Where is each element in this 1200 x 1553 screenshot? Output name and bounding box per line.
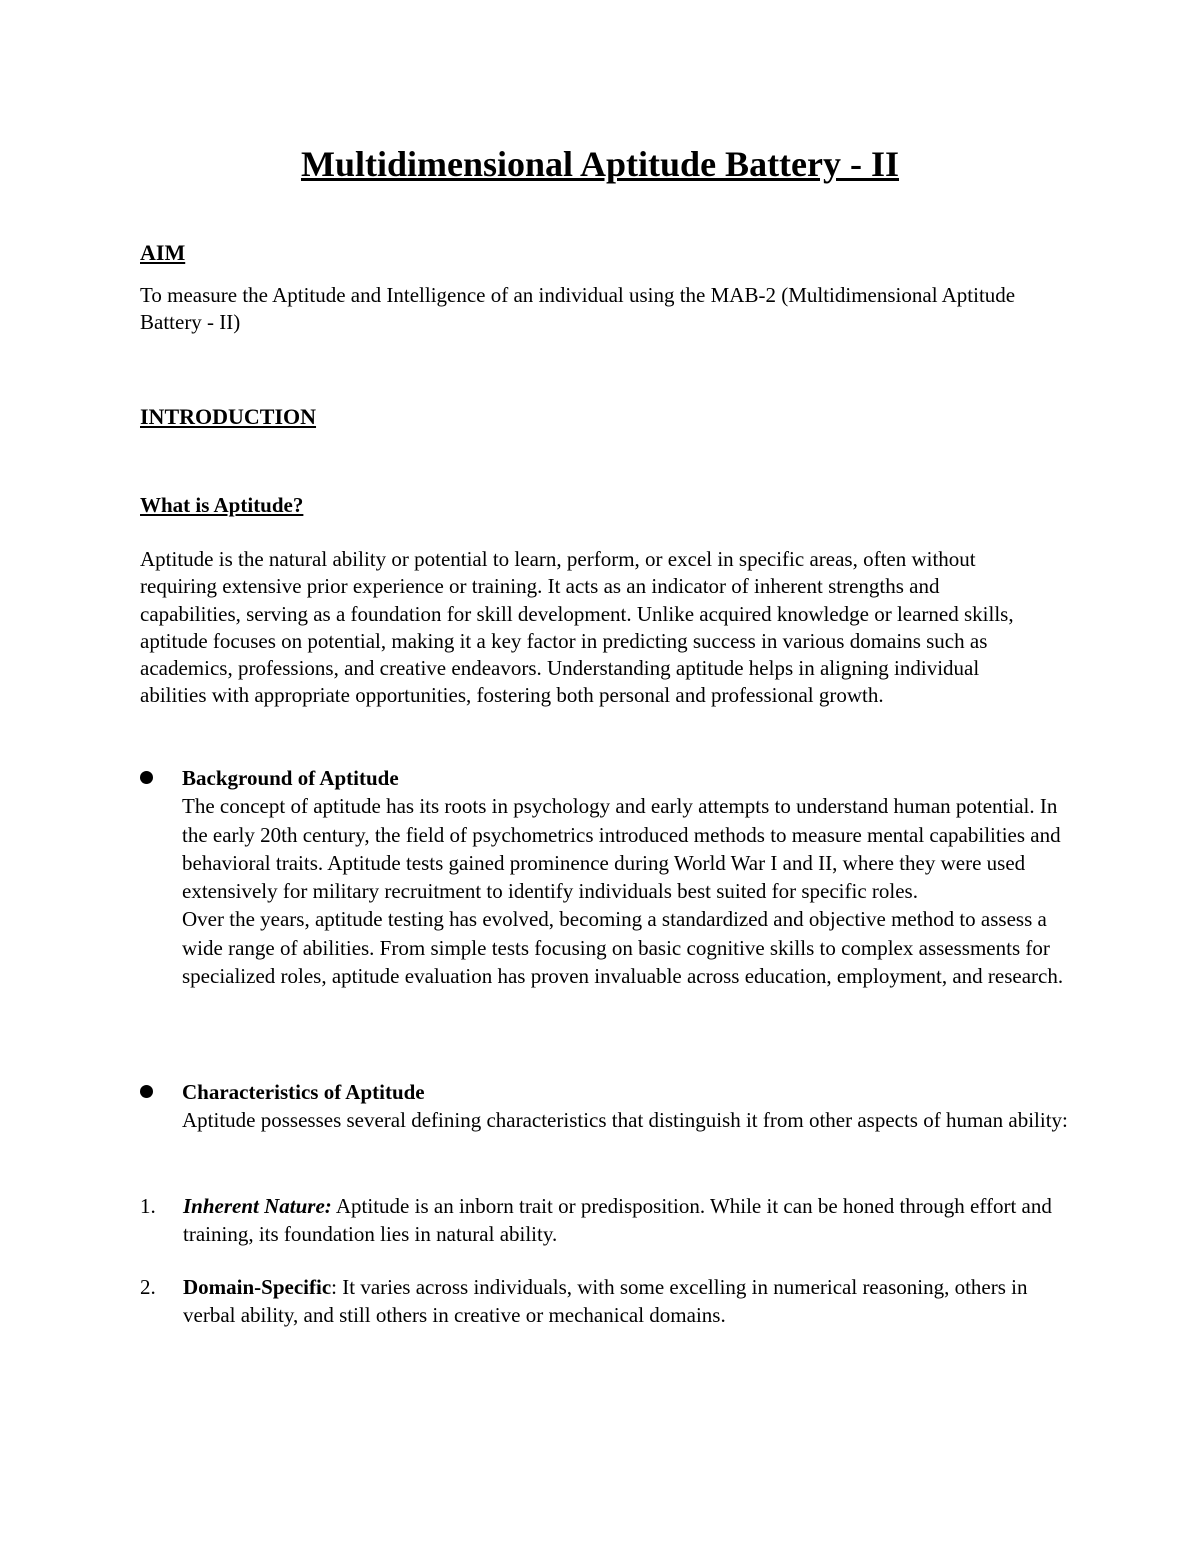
bullet-body [182,1078,1072,1135]
document-title: Multidimensional Aptitude Battery - II [300,144,900,184]
aptitude-definition-paragraph: Aptitude is the natural ability or potential to learn, perform, or excel in specific areas, often without requiring extensive prior experience or training. It acts as an indicator of inherent strengths and capabilities, serving as a foundation for skill development. Unlike acquired knowledge or learned skills, aptitude focuses on potential, making it a key factor in predicting success in various domains such as academics, professions, and creative endeavors. Understanding aptitude helps in aligning individual abilities with appropriate opportunities, fostering both personal and professional growth. [140,547,1014,708]
bullet-paragraph: The concept of aptitude has its roots in psychology and early attempts to understand human potential. In the early 20th century, the field of psychometrics introduced methods to measure mental capabilities and behavioral traits. Aptitude tests gained prominence during World War I and II, where they were used extensively for military recruitment to identify individuals best suited for specific roles. [182,794,1061,904]
term-description: : It varies across individuals, with some excelling in numerical reasoning, others in verbal ability, and still others in creative or mechanical domains. [183,1275,1028,1327]
term-label: Inherent Nature: [183,1194,332,1218]
aim-heading: AIM [140,240,186,265]
list-number: 2. [140,1275,156,1299]
list-number: 1. [140,1194,156,1218]
numbered-item-body [183,1273,1073,1329]
term-description: Aptitude is an inborn trait or predisposition. While it can be honed through effort and training, its foundation lies in natural ability. [183,1194,1052,1246]
bullet-title: Characteristics of Aptitude [182,1080,425,1104]
bullet-title: Background of Aptitude [182,766,399,790]
numbered-item-body [183,1192,1073,1248]
bullet-icon [140,1085,153,1098]
bullet-body [182,764,1072,990]
introduction-heading: INTRODUCTION [140,404,317,429]
bullet-icon [140,771,153,784]
what-is-aptitude-subheading: What is Aptitude? [140,493,304,517]
term-label: Domain-Specific [183,1275,332,1299]
bullet-paragraph: Aptitude possesses several defining characteristics that distinguish it from other aspects of human ability: [182,1108,1068,1133]
bullet-paragraph: Over the years, aptitude testing has evolved, becoming a standardized and objective method to assess a wide range of abilities. From simple tests focusing on basic cognitive skills to complex assessments for specialized roles, aptitude evaluation has proven invaluable across education, employment, and research. [182,907,1064,989]
aim-text: To measure the Aptitude and Intelligence of an individual using the MAB-2 (Multidimensional Aptitude Battery - II) [140,283,1016,335]
